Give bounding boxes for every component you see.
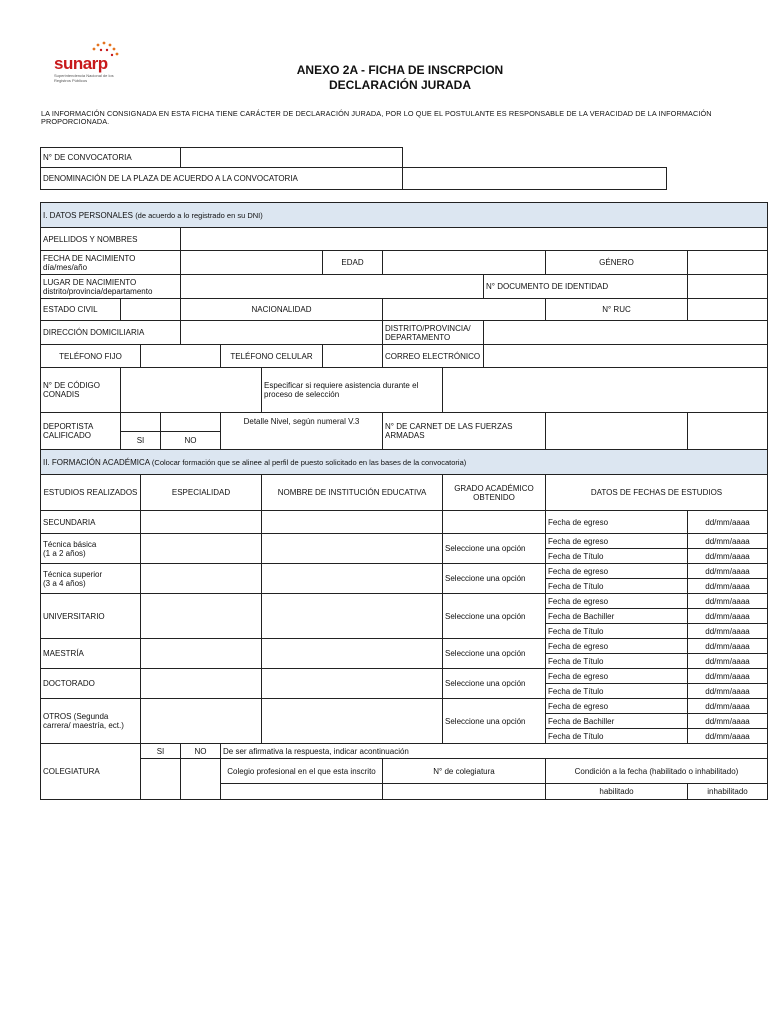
estado-civil-label: ESTADO CIVIL: [41, 299, 121, 321]
especialidad-input[interactable]: [141, 669, 262, 699]
date-input[interactable]: dd/mm/aaaa: [688, 654, 768, 669]
correo-input[interactable]: [484, 345, 768, 368]
fecha-label: Fecha de Título: [546, 549, 688, 564]
grado-select[interactable]: Seleccione una opción: [443, 594, 546, 639]
detalle-nivel-label: Detalle Nivel, según numeral V.3: [221, 413, 383, 450]
doc-identidad-label: N° DOCUMENTO DE IDENTIDAD: [484, 275, 688, 299]
institucion-input[interactable]: [262, 699, 443, 744]
asistencia-label: Especificar si requiere asistencia durante el proceso de selección: [262, 368, 443, 413]
nacionalidad-input[interactable]: [383, 299, 546, 321]
institucion-input[interactable]: [262, 534, 443, 564]
deportista-si-box[interactable]: [121, 413, 161, 432]
grado-select[interactable]: Seleccione una opción: [443, 639, 546, 669]
carnet-ff-label: N° DE CARNET DE LAS FUERZAS ARMADAS: [383, 413, 546, 450]
col-especialidad: ESPECIALIDAD: [141, 475, 262, 511]
edad-input[interactable]: [383, 251, 546, 275]
asistencia-input[interactable]: [443, 368, 768, 413]
grado-select[interactable]: Seleccione una opción: [443, 534, 546, 564]
deportista-no-box[interactable]: [161, 413, 221, 432]
apellidos-label: APELLIDOS Y NOMBRES: [41, 228, 181, 251]
fecha-nac-input[interactable]: [181, 251, 323, 275]
fecha-label: Fecha de egreso: [546, 669, 688, 684]
fecha-label: Fecha de egreso: [546, 564, 688, 579]
fecha-label: Fecha de Título: [546, 624, 688, 639]
conadis-input[interactable]: [121, 368, 262, 413]
col-fechas: DATOS DE FECHAS DE ESTUDIOS: [546, 475, 768, 511]
carnet-ff-input[interactable]: [546, 413, 688, 450]
plaza-input[interactable]: [403, 168, 667, 190]
grado-input[interactable]: [443, 511, 546, 534]
main-form-table: [40, 202, 768, 800]
form-subtitle: DECLARACIÓN JURADA: [328, 78, 471, 92]
date-input[interactable]: dd/mm/aaaa: [688, 564, 768, 579]
fecha-label: Fecha de Bachiller: [546, 609, 688, 624]
date-input[interactable]: dd/mm/aaaa: [688, 639, 768, 654]
deportista-label: DEPORTISTA CALIFICADO: [41, 413, 121, 450]
colegiatura-label: COLEGIATURA: [41, 744, 141, 800]
col-estudios: ESTUDIOS REALIZADOS: [41, 475, 141, 511]
date-input[interactable]: dd/mm/aaaa: [688, 699, 768, 714]
condicion-label: Condición a la fecha (habilitado o inhabilitado): [546, 759, 768, 784]
section-datos-personales: I. DATOS PERSONALES (de acuerdo a lo registrado en su DNI): [41, 203, 768, 228]
date-input[interactable]: dd/mm/aaaa: [688, 594, 768, 609]
deportista-no-label: NO: [161, 432, 221, 450]
date-input[interactable]: dd/mm/aaaa: [688, 609, 768, 624]
fecha-label: Fecha de Título: [546, 579, 688, 594]
date-input[interactable]: dd/mm/aaaa: [688, 579, 768, 594]
direccion-label: DIRECCIÓN DOMICILIARIA: [41, 321, 181, 345]
date-input[interactable]: dd/mm/aaaa: [688, 684, 768, 699]
distrito-label: DISTRITO/PROVINCIA/ DEPARTAMENTO: [383, 321, 484, 345]
habilitado-option[interactable]: habilitado: [546, 784, 688, 800]
colegio-label: Colegio profesional en el que esta inscrito: [221, 759, 383, 784]
col-institucion: NOMBRE DE INSTITUCIÓN EDUCATIVA: [262, 475, 443, 511]
institucion-input[interactable]: [262, 594, 443, 639]
tel-fijo-label: TELÉFONO FIJO: [41, 345, 141, 368]
sunarp-logo: [52, 40, 152, 90]
logo-subtitle: Superintendencia Nacional de los Registros Públicos: [54, 73, 114, 83]
correo-label: CORREO ELECTRÓNICO: [383, 345, 484, 368]
tel-celular-input[interactable]: [323, 345, 383, 368]
ruc-input[interactable]: [688, 299, 768, 321]
institucion-input[interactable]: [262, 564, 443, 594]
colegiatura-si-label: SI: [141, 744, 181, 759]
colegiatura-si-box[interactable]: [141, 759, 181, 800]
fecha-label: Fecha de Bachiller: [546, 714, 688, 729]
doc-identidad-input[interactable]: [688, 275, 768, 299]
row-universitario: UNIVERSITARIO: [41, 594, 141, 639]
nacionalidad-label: NACIONALIDAD: [181, 299, 383, 321]
edad-label: EDAD: [323, 251, 383, 275]
convocatoria-table: [40, 147, 667, 190]
fecha-label: Fecha de egreso: [546, 511, 688, 534]
date-input[interactable]: dd/mm/aaaa: [688, 729, 768, 744]
colegiatura-no-box[interactable]: [181, 759, 221, 800]
deportista-si-label: SI: [121, 432, 161, 450]
colegiatura-no-label: NO: [181, 744, 221, 759]
inhabilitado-option[interactable]: inhabilitado: [688, 784, 768, 800]
date-input[interactable]: dd/mm/aaaa: [688, 534, 768, 549]
plaza-label: DENOMINACIÓN DE LA PLAZA DE ACUERDO A LA CONVOCATORIA: [41, 168, 403, 190]
fecha-label: Fecha de egreso: [546, 534, 688, 549]
especialidad-input[interactable]: [141, 594, 262, 639]
numero-convocatoria-input[interactable]: [181, 148, 403, 168]
estado-civil-input[interactable]: [121, 299, 181, 321]
date-input[interactable]: dd/mm/aaaa: [688, 549, 768, 564]
institucion-input[interactable]: [262, 511, 443, 534]
lugar-nac-input[interactable]: [181, 275, 484, 299]
fecha-label: Fecha de egreso: [546, 699, 688, 714]
apellidos-input[interactable]: [181, 228, 768, 251]
ruc-label: N° RUC: [546, 299, 688, 321]
logo-text: sunarp: [54, 54, 108, 73]
numero-convocatoria-label: N° DE CONVOCATORIA: [41, 148, 181, 168]
grado-select[interactable]: Seleccione una opción: [443, 669, 546, 699]
colegio-input[interactable]: [221, 784, 383, 800]
row-tecnica-superior: Técnica superior (3 a 4 años): [41, 564, 141, 594]
colegiatura-afirmativa: De ser afirmativa la respuesta, indicar acontinuación: [221, 744, 768, 759]
fecha-label: Fecha de Título: [546, 684, 688, 699]
lugar-nac-label: LUGAR DE NACIMIENTO distrito/provincia/departamento: [41, 275, 181, 299]
institucion-input[interactable]: [262, 639, 443, 669]
row-otros: OTROS (Segunda carrera/ maestría, ect.): [41, 699, 141, 744]
genero-label: GÉNERO: [546, 251, 688, 275]
row-doctorado: DOCTORADO: [41, 669, 141, 699]
fecha-nac-label: FECHA DE NACIMIENTO día/mes/año: [41, 251, 181, 275]
form-title: ANEXO 2A - FICHA DE INSCRPCION: [296, 63, 504, 77]
tel-celular-label: TELÉFONO CELULAR: [221, 345, 323, 368]
grado-select[interactable]: Seleccione una opción: [443, 564, 546, 594]
especialidad-input[interactable]: [141, 511, 262, 534]
date-input[interactable]: dd/mm/aaaa: [688, 511, 768, 534]
date-input[interactable]: dd/mm/aaaa: [688, 669, 768, 684]
especialidad-input[interactable]: [141, 639, 262, 669]
declaration-text: LA INFORMACIÓN CONSIGNADA EN ESTA FICHA TIENE CARÁCTER DE DECLARACIÓN JURADA, POR LO QUE EL POSTULANTE ES RESPONSABLE DE LA VERACIDAD DE LA INFORMACIÓN PROPORCIONADA.: [41, 109, 712, 126]
distrito-input[interactable]: [484, 321, 768, 345]
tel-fijo-input[interactable]: [141, 345, 221, 368]
section-formacion-academica: II. FORMACIÓN ACADÉMICA (Colocar formación que se alinee al perfil de puesto solicitado en las bases de la convocatoria): [41, 450, 768, 475]
fecha-label: Fecha de egreso: [546, 639, 688, 654]
especialidad-input[interactable]: [141, 534, 262, 564]
num-colegiatura-label: N° de colegiatura: [383, 759, 546, 784]
grado-select[interactable]: Seleccione una opción: [443, 699, 546, 744]
conadis-label: N° DE CÓDIGO CONADIS: [41, 368, 121, 413]
direccion-input[interactable]: [181, 321, 383, 345]
especialidad-input[interactable]: [141, 564, 262, 594]
especialidad-input[interactable]: [141, 699, 262, 744]
fecha-label: Fecha de Título: [546, 654, 688, 669]
fecha-label: Fecha de Título: [546, 729, 688, 744]
fecha-label: Fecha de egreso: [546, 594, 688, 609]
institucion-input[interactable]: [262, 669, 443, 699]
num-colegiatura-input[interactable]: [383, 784, 546, 800]
date-input[interactable]: dd/mm/aaaa: [688, 714, 768, 729]
row-maestria: MAESTRÍA: [41, 639, 141, 669]
row-tecnica-basica: Técnica básica (1 a 2 años): [41, 534, 141, 564]
col-grado: GRADO ACADÉMICO OBTENIDO: [443, 475, 546, 511]
genero-input[interactable]: [688, 251, 768, 275]
date-input[interactable]: dd/mm/aaaa: [688, 624, 768, 639]
row-secundaria: SECUNDARIA: [41, 511, 141, 534]
